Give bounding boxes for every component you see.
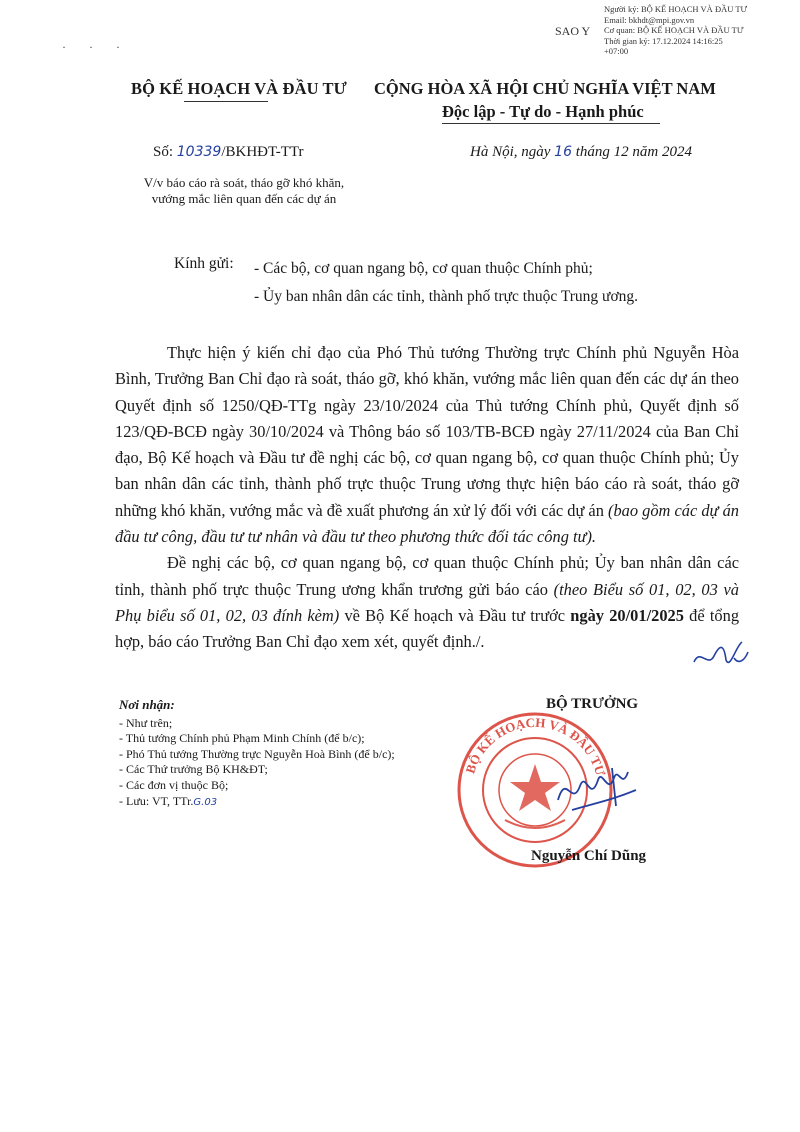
recipients-list xyxy=(254,255,638,311)
body-paragraph-2: Đề nghị các bộ, cơ quan ngang bộ, cơ quan thuộc Chính phủ; Ủy ban nhân dân các tỉnh, thành phố trực thuộc Trung ương khẩn trương gửi báo cáo (theo Biểu số 01, 02, 03 và Phụ biểu số 01, 02, 03 đính kèm) về Bộ Kế hoạch và Đầu tư trước ngày 20/01/2025 để tổng hợp, báo cáo Trưởng Ban Chỉ đạo xem xét, quyết định./. xyxy=(115,553,740,652)
body-paragraph-1: Thực hiện ý kiến chỉ đạo của Phó Thủ tướng Thường trực Chính phủ Nguyễn Hòa Bình, Trưởng Ban Chỉ đạo rà soát, tháo gỡ, khó khăn, vướng mắc liên quan đến các dự án theo Quyết định số 1250/QĐ-TTg ngày 23/10/2024 của Thủ tướng Chính phủ, Quyết định số 123/QĐ-BCĐ ngày 30/10/2024 và Thông báo số 103/TB-BCĐ ngày 27/11/2024 của Ban Chỉ đạo, Bộ Kế hoạch và Đầu tư đề nghị các bộ, cơ quan ngang bộ, cơ quan thuộc Chính phủ; Ủy ban nhân dân các tỉnh, thành phố trực thuộc Trung ương thực hiện báo cáo rà soát, tháo gỡ những khó khăn, vướng mắc và đề xuất phương án xử lý đối với các dự án (bao gồm các dự án đầu tư công, đầu tư tư nhân và đầu tư theo phương thức đối tác công tư). xyxy=(115,343,739,547)
handwritten-note: G.03 xyxy=(193,796,218,808)
distribution-item: - Như trên; xyxy=(119,715,173,730)
distribution-item: - Thủ tướng Chính phủ Phạm Minh Chính (để b/c); xyxy=(119,731,365,746)
ministry-underline xyxy=(184,101,268,102)
document-number: Số: 10339/BKHĐT-TTr xyxy=(153,144,304,160)
handwritten-signature xyxy=(552,760,642,820)
motto-underline xyxy=(442,123,660,124)
email-line: Email: bkhdt@mpi.gov.vn xyxy=(604,14,695,25)
distribution-item: - Các Thứ trưởng Bộ KH&ĐT; xyxy=(119,762,268,777)
scan-specks: · · · xyxy=(62,40,130,54)
handwritten-number: 10339 xyxy=(176,144,222,160)
signer-name: Nguyễn Chí Dũng xyxy=(531,848,647,864)
initials-signature xyxy=(690,638,750,674)
national-motto: Độc lập - Tự do - Hạnh phúc xyxy=(442,102,644,121)
body-content xyxy=(115,340,739,656)
distribution-item: - Phó Thủ tướng Thường trực Nguyễn Hoà Bình (để b/c); xyxy=(119,746,395,761)
signer-line: Người ký: BỘ KẾ HOẠCH VÀ ĐẦU TƯ xyxy=(604,4,748,14)
digital-signature-info xyxy=(604,4,794,57)
recipient-item: - Các bộ, cơ quan ngang bộ, cơ quan thuộc Chính phủ; xyxy=(254,260,593,277)
handwritten-day: 16 xyxy=(554,144,572,160)
signer-title: BỘ TRƯỞNG xyxy=(546,696,639,712)
time-line: Thời gian ký: 17.12.2024 14:16:25 xyxy=(604,35,723,46)
timezone-line: +07:00 xyxy=(604,46,629,57)
country-name: CỘNG HÒA XÃ HỘI CHỦ NGHĨA VIỆT NAM xyxy=(374,79,716,98)
distribution-item: - Các đơn vị thuộc Bộ; xyxy=(119,777,229,792)
distribution-item: - Lưu: VT, TTr.G.03 xyxy=(119,793,218,808)
subject-line: V/v báo cáo rà soát, tháo gỡ khó khăn, vướng mắc liên quan đến các dự án xyxy=(143,175,345,206)
copy-mark: SAO Y xyxy=(555,24,591,38)
place-date: Hà Nội, ngày 16 tháng 12 năm 2024 xyxy=(470,144,692,160)
agency-line: Cơ quan: BỘ KẾ HOẠCH VÀ ĐẦU TƯ xyxy=(604,25,744,36)
seal-text: BỘ KẾ HOẠCH VÀ ĐẦU TƯ xyxy=(462,714,609,778)
distribution-title: Nơi nhận: xyxy=(119,697,175,712)
distribution-list xyxy=(119,697,395,810)
recipient-item: - Ủy ban nhân dân các tỉnh, thành phố trực thuộc Trung ương. xyxy=(254,288,639,305)
recipients-label: Kính gửi: xyxy=(174,255,234,272)
ministry-name: BỘ KẾ HOẠCH VÀ ĐẦU TƯ xyxy=(131,79,347,98)
